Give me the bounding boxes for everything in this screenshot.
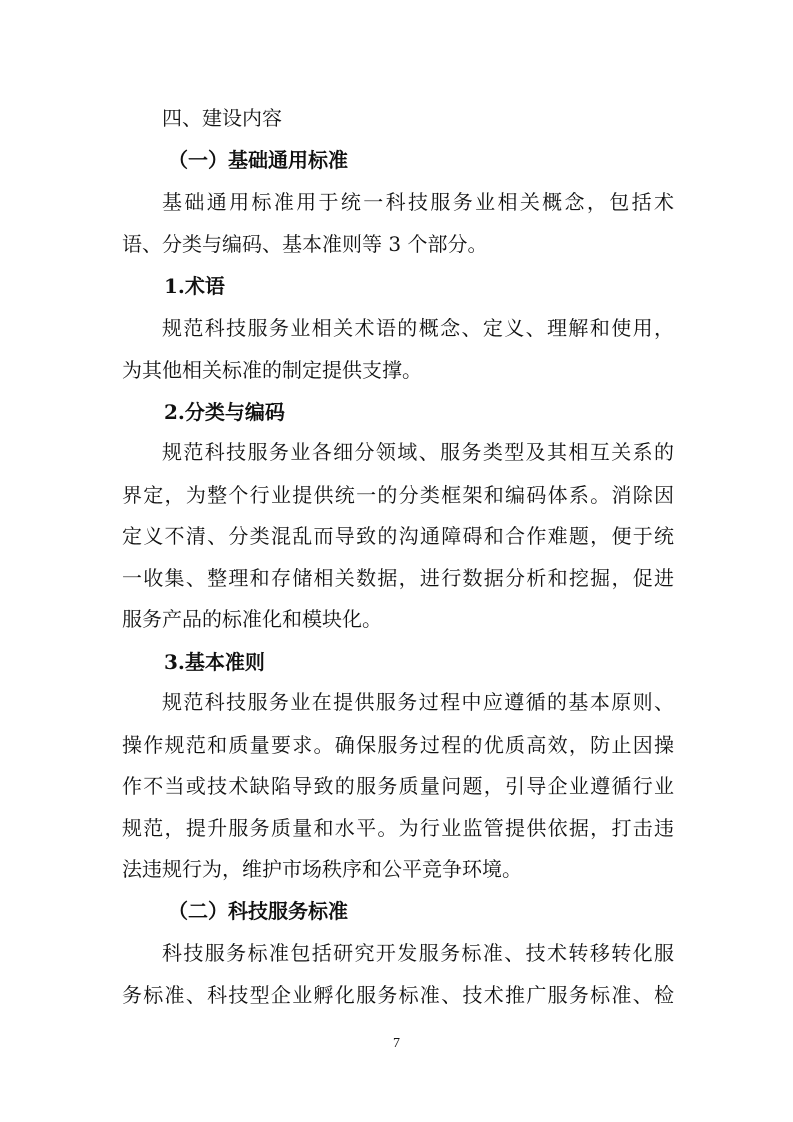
subsection-heading-2: （二）科技服务标准 [168, 899, 348, 923]
paragraph-line: 一收集、整理和存储相关数据，进行数据分析和挖掘，促进 [122, 566, 674, 590]
item-heading-3: 3.基本准则 [164, 650, 265, 674]
section-heading: 四、建设内容 [162, 106, 282, 130]
paragraph-line: 规范科技服务业在提供服务过程中应遵循的基本原则、 [162, 690, 674, 714]
paragraph-line: 基础通用标准用于统一科技服务业相关概念，包括术 [162, 190, 674, 214]
page-number: 7 [393, 1036, 400, 1051]
paragraph-line: 规范科技服务业各细分领域、服务类型及其相互关系的 [162, 440, 674, 464]
paragraph-line: 科技服务标准包括研究开发服务标准、技术转移转化服 [162, 941, 674, 965]
item-heading-2: 2.分类与编码 [164, 400, 285, 424]
paragraph-line: 为其他相关标准的制定提供支撑。 [122, 358, 422, 382]
subsection-heading-1: （一）基础通用标准 [168, 148, 348, 172]
paragraph-line: 作不当或技术缺陷导致的服务质量问题，引导企业遵循行业 [122, 774, 674, 798]
paragraph-line: 操作规范和质量要求。确保服务过程的优质高效，防止因操 [122, 733, 674, 757]
paragraph-line: 法违规行为，维护市场秩序和公平竞争环境。 [122, 857, 522, 881]
paragraph-line: 界定，为整个行业提供统一的分类框架和编码体系。消除因 [122, 483, 674, 507]
paragraph-line: 务标准、科技型企业孵化服务标准、技术推广服务标准、检 [122, 983, 674, 1007]
paragraph-line: 定义不清、分类混乱而导致的沟通障碍和合作难题，便于统 [122, 524, 674, 548]
paragraph-line: 语、分类与编码、基本准则等 3 个部分。 [122, 232, 488, 256]
paragraph-line: 服务产品的标准化和模块化。 [122, 607, 382, 631]
paragraph-line: 规范，提升服务质量和水平。为行业监管提供依据，打击违 [122, 816, 674, 840]
paragraph-line: 规范科技服务业相关术语的概念、定义、理解和使用， [162, 316, 674, 340]
item-heading-1: 1.术语 [164, 274, 225, 298]
